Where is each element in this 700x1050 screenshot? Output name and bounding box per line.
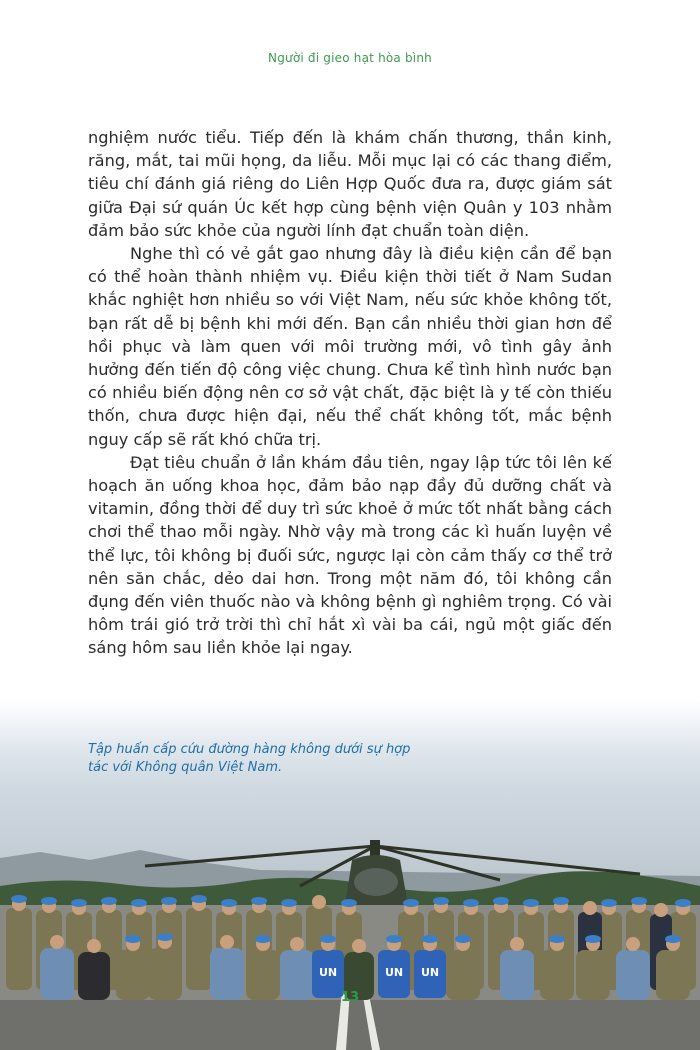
paragraph: Nghe thì có vẻ gắt gao nhưng đây là điều kiện cần để bạn có thể hoàn thành nhiệm vụ. Điều kiện thời tiết ở Nam Sudan khắc nghiệt hơn nhiều so với Việt Nam, nếu sức khỏe không tốt, bạn rất dễ bị bệnh khi mới đến. Bạn cần nhiều thời gian hơn để hồi phục và làm quen với môi trường mới, vô tình gây ảnh hưởng đến tiến độ công việc chung. Chưa kể tình hình nước bạn có nhiều biến động nên cơ sở vật chất, đặc biệt là y tế còn thiếu thốn, chưa được hiện đại, nếu thể chất không tốt, mắc bệnh nguy cấp sẽ rất khó chữa trị. bbox=[88, 244, 612, 449]
paragraph: nghiệm nước tiểu. Tiếp đến là khám chấn thương, thần kinh, răng, mắt, tai mũi họng, da liễu. Mỗi mục lại có các thang điểm, tiêu chí đánh giá riêng do Liên Hợp Quốc đưa ra, được giám sát giữa Đại sứ quán Úc kết hợp cùng bệnh viện Quân y 103 nhằm đảm bảo sức khỏe của người lính đạt chuẩn toàn diện. bbox=[88, 128, 612, 240]
un-vest-label: UN bbox=[385, 966, 404, 979]
body-text bbox=[88, 126, 612, 660]
soldiers-front-row bbox=[40, 933, 690, 1000]
un-vest-label: UN bbox=[319, 966, 338, 979]
photo-caption: Tập huấn cấp cứu đường hàng không dưới sự hợp tác với Không quân Việt Nam. bbox=[88, 742, 411, 775]
un-vest-label: UN bbox=[421, 966, 440, 979]
running-header: Người đi gieo hạt hòa bình bbox=[268, 51, 432, 65]
paragraph: Đạt tiêu chuẩn ở lần khám đầu tiên, ngay lập tức tôi lên kế hoạch ăn uống khoa học, đảm bảo nạp đầy đủ dưỡng chất và vitamin, đồng thời để duy trì sức khoẻ ở mức tốt nhất bằng cách chơi thể thao mỗi ngày. Nhờ vậy mà trong các kì huấn luyện về thể lực, tôi không bị đuối sức, ngược lại còn cảm thấy cơ thể trở nên săn chắc, dẻo dai hơn. Trong một năm đó, tôi không cần đụng đến viên thuốc nào và không bệnh gì nghiêm trọng. Có vài hôm trái gió trở trời thì chỉ hắt xì vài ba cái, ngủ một giấc đến sáng hôm sau liền khỏe lại ngay. bbox=[88, 452, 612, 658]
page-number: 13 bbox=[340, 990, 360, 1005]
